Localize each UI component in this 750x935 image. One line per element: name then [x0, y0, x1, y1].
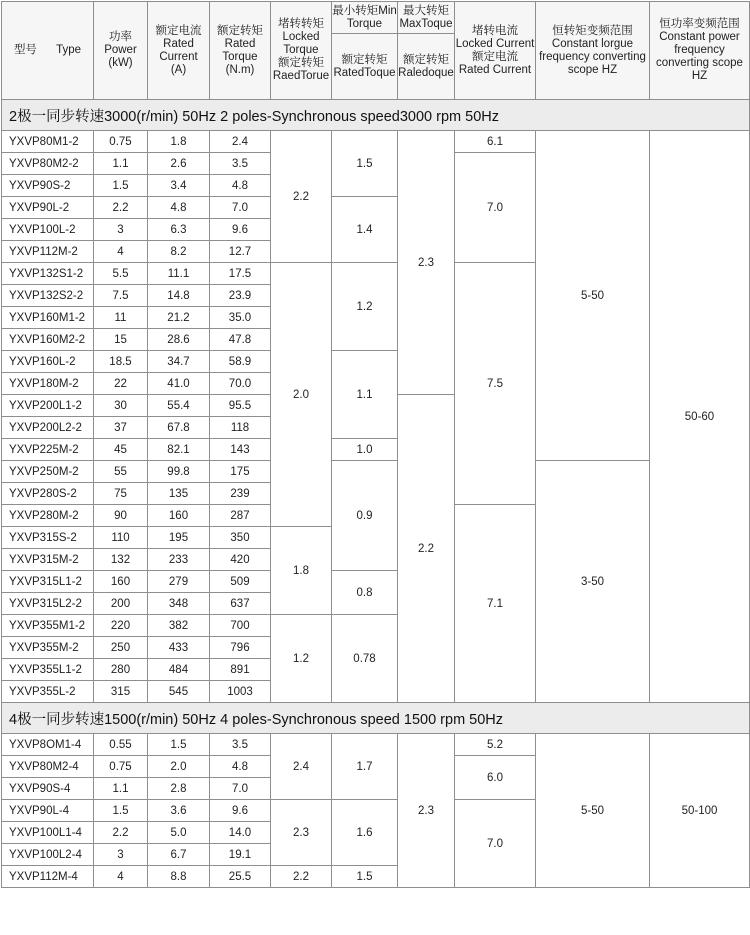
- header-min-torque: 最小转矩Min Torque: [332, 2, 398, 34]
- cell-power: 90: [94, 505, 148, 527]
- cell-locked-torque-ratio: 2.2: [271, 131, 332, 263]
- header-rated-torque: 额定转矩 Rated Torque (N.m): [210, 2, 271, 100]
- header-type-label: 型号 Type: [13, 44, 82, 56]
- section-row: [2, 100, 750, 131]
- cell-power: 3: [94, 844, 148, 866]
- cell-rated-torque: 58.9: [210, 351, 271, 373]
- table-header: [2, 2, 750, 100]
- cell-rated-torque: 95.5: [210, 395, 271, 417]
- cell-max-torque-ratio: 2.3: [398, 734, 455, 888]
- cell-constant-torque-scope: 3-50: [536, 461, 650, 703]
- cell-rated-torque: 4.8: [210, 756, 271, 778]
- cell-min-torque-ratio: 0.9: [332, 461, 398, 571]
- cell-min-torque-ratio: 1.5: [332, 866, 398, 888]
- cell-power: 1.1: [94, 153, 148, 175]
- cell-rated-torque: 3.5: [210, 153, 271, 175]
- cell-rated-torque: 175: [210, 461, 271, 483]
- table-body: [2, 100, 750, 888]
- cell-power: 2.2: [94, 197, 148, 219]
- cell-locked-current-ratio: 6.1: [455, 131, 536, 153]
- cell-constant-power-scope: 50-100: [650, 734, 750, 888]
- cell-locked-current-ratio: 7.5: [455, 263, 536, 505]
- cell-rated-current: 195: [148, 527, 210, 549]
- cell-rated-current: 3.6: [148, 800, 210, 822]
- cell-rated-current: 433: [148, 637, 210, 659]
- cell-locked-torque-ratio: 2.2: [271, 866, 332, 888]
- cell-type: YXVP355L-2: [2, 681, 94, 703]
- cell-rated-torque: 70.0: [210, 373, 271, 395]
- cell-rated-torque: 12.7: [210, 241, 271, 263]
- cell-rated-torque: 1003: [210, 681, 271, 703]
- cell-locked-torque-ratio: 1.8: [271, 527, 332, 615]
- cell-max-torque-ratio: 2.2: [398, 395, 455, 703]
- header-type: [2, 2, 94, 100]
- cell-power: 3: [94, 219, 148, 241]
- cell-type: YXVP132S2-2: [2, 285, 94, 307]
- table-row: [2, 461, 750, 483]
- cell-power: 132: [94, 549, 148, 571]
- cell-rated-torque: 9.6: [210, 219, 271, 241]
- cell-min-torque-ratio: 0.78: [332, 615, 398, 703]
- cell-rated-current: 348: [148, 593, 210, 615]
- cell-rated-torque: 7.0: [210, 778, 271, 800]
- cell-locked-current-ratio: 7.0: [455, 800, 536, 888]
- cell-rated-current: 233: [148, 549, 210, 571]
- cell-rated-current: 1.5: [148, 734, 210, 756]
- cell-type: YXVP8OM1-4: [2, 734, 94, 756]
- cell-power: 4: [94, 241, 148, 263]
- cell-power: 11: [94, 307, 148, 329]
- cell-power: 1.5: [94, 800, 148, 822]
- cell-type: YXVP112M-4: [2, 866, 94, 888]
- cell-rated-torque: 14.0: [210, 822, 271, 844]
- cell-rated-torque: 4.8: [210, 175, 271, 197]
- cell-rated-torque: 891: [210, 659, 271, 681]
- cell-power: 220: [94, 615, 148, 637]
- cell-power: 315: [94, 681, 148, 703]
- cell-locked-current-ratio: 7.0: [455, 153, 536, 263]
- cell-power: 30: [94, 395, 148, 417]
- cell-power: 75: [94, 483, 148, 505]
- header-rated-current: 额定电流 Rated Current (A): [148, 2, 210, 100]
- cell-power: 2.2: [94, 822, 148, 844]
- cell-rated-torque: 509: [210, 571, 271, 593]
- cell-type: YXVP90L-4: [2, 800, 94, 822]
- cell-type: YXVP315L1-2: [2, 571, 94, 593]
- cell-power: 55: [94, 461, 148, 483]
- cell-rated-current: 484: [148, 659, 210, 681]
- cell-constant-torque-scope: 5-50: [536, 734, 650, 888]
- cell-min-torque-ratio: 1.4: [332, 197, 398, 263]
- section-row: [2, 703, 750, 734]
- cell-rated-current: 34.7: [148, 351, 210, 373]
- cell-locked-torque-ratio: 2.3: [271, 800, 332, 866]
- cell-rated-torque: 796: [210, 637, 271, 659]
- cell-rated-torque: 17.5: [210, 263, 271, 285]
- cell-type: YXVP90S-2: [2, 175, 94, 197]
- cell-power: 7.5: [94, 285, 148, 307]
- cell-locked-torque-ratio: 1.2: [271, 615, 332, 703]
- cell-rated-torque: 350: [210, 527, 271, 549]
- cell-min-torque-ratio: 1.1: [332, 351, 398, 439]
- cell-rated-torque: 700: [210, 615, 271, 637]
- cell-type: YXVP100L2-4: [2, 844, 94, 866]
- cell-power: 45: [94, 439, 148, 461]
- cell-type: YXVP100L1-4: [2, 822, 94, 844]
- cell-rated-torque: 118: [210, 417, 271, 439]
- cell-rated-current: 2.8: [148, 778, 210, 800]
- cell-rated-current: 279: [148, 571, 210, 593]
- header-max-torque: 最大转矩 MaxToque: [398, 2, 455, 34]
- cell-locked-current-ratio: 5.2: [455, 734, 536, 756]
- cell-type: YXVP80M1-2: [2, 131, 94, 153]
- cell-min-torque-ratio: 1.7: [332, 734, 398, 800]
- header-max-torque-ratio: 额定转矩 Raledoque: [398, 34, 455, 100]
- cell-power: 0.75: [94, 756, 148, 778]
- header-min-torque-ratio: 额定转矩 RatedToque: [332, 34, 398, 100]
- cell-min-torque-ratio: 1.0: [332, 439, 398, 461]
- cell-rated-torque: 25.5: [210, 866, 271, 888]
- cell-rated-current: 8.2: [148, 241, 210, 263]
- cell-rated-current: 2.6: [148, 153, 210, 175]
- cell-power: 1.1: [94, 778, 148, 800]
- cell-rated-torque: 9.6: [210, 800, 271, 822]
- cell-power: 250: [94, 637, 148, 659]
- cell-power: 37: [94, 417, 148, 439]
- cell-rated-torque: 47.8: [210, 329, 271, 351]
- cell-power: 5.5: [94, 263, 148, 285]
- cell-type: YXVP160L-2: [2, 351, 94, 373]
- cell-type: YXVP280M-2: [2, 505, 94, 527]
- cell-min-torque-ratio: 1.6: [332, 800, 398, 866]
- cell-power: 280: [94, 659, 148, 681]
- cell-type: YXVP80M2-4: [2, 756, 94, 778]
- cell-type: YXVP200L1-2: [2, 395, 94, 417]
- header-locked-current-ratio: 堵转电流 Locked Current 额定电流 Rated Current: [455, 2, 536, 100]
- cell-rated-torque: 143: [210, 439, 271, 461]
- section-title: 2极一同步转速3000(r/min) 50Hz 2 poles-Synchronous speed3000 rpm 50Hz: [2, 100, 750, 131]
- cell-rated-current: 4.8: [148, 197, 210, 219]
- cell-type: YXVP280S-2: [2, 483, 94, 505]
- cell-type: YXVP355M-2: [2, 637, 94, 659]
- cell-power: 18.5: [94, 351, 148, 373]
- cell-rated-current: 14.8: [148, 285, 210, 307]
- cell-rated-torque: 239: [210, 483, 271, 505]
- cell-rated-current: 3.4: [148, 175, 210, 197]
- cell-rated-torque: 19.1: [210, 844, 271, 866]
- table-row: [2, 734, 750, 756]
- cell-rated-current: 55.4: [148, 395, 210, 417]
- cell-constant-torque-scope: 5-50: [536, 131, 650, 461]
- cell-type: YXVP315M-2: [2, 549, 94, 571]
- cell-rated-current: 99.8: [148, 461, 210, 483]
- cell-type: YXVP100L-2: [2, 219, 94, 241]
- cell-rated-current: 11.1: [148, 263, 210, 285]
- cell-type: YXVP180M-2: [2, 373, 94, 395]
- cell-type: YXVP160M2-2: [2, 329, 94, 351]
- cell-rated-current: 8.8: [148, 866, 210, 888]
- cell-locked-current-ratio: 7.1: [455, 505, 536, 703]
- table-row: [2, 131, 750, 153]
- header-constant-power-scope: 恒功率变频范围 Constant power frequency converting scope HZ: [650, 2, 750, 100]
- cell-rated-torque: 7.0: [210, 197, 271, 219]
- cell-min-torque-ratio: 1.2: [332, 263, 398, 351]
- cell-rated-current: 160: [148, 505, 210, 527]
- cell-type: YXVP355M1-2: [2, 615, 94, 637]
- motor-spec-table: [1, 1, 750, 888]
- cell-rated-torque: 287: [210, 505, 271, 527]
- cell-rated-torque: 637: [210, 593, 271, 615]
- cell-rated-torque: 23.9: [210, 285, 271, 307]
- cell-rated-current: 545: [148, 681, 210, 703]
- cell-type: YXVP355L1-2: [2, 659, 94, 681]
- cell-rated-current: 21.2: [148, 307, 210, 329]
- cell-max-torque-ratio: 2.3: [398, 131, 455, 395]
- header-locked-torque-ratio: 堵转转矩 Locked Torque 额定转矩 RaedTorue: [271, 2, 332, 100]
- cell-type: YXVP200L2-2: [2, 417, 94, 439]
- cell-rated-current: 41.0: [148, 373, 210, 395]
- cell-constant-power-scope: 50-60: [650, 131, 750, 703]
- cell-rated-torque: 35.0: [210, 307, 271, 329]
- cell-type: YXVP90L-2: [2, 197, 94, 219]
- cell-type: YXVP80M2-2: [2, 153, 94, 175]
- cell-power: 200: [94, 593, 148, 615]
- cell-power: 22: [94, 373, 148, 395]
- cell-locked-torque-ratio: 2.0: [271, 263, 332, 527]
- cell-rated-current: 6.3: [148, 219, 210, 241]
- cell-type: YXVP315L2-2: [2, 593, 94, 615]
- cell-power: 1.5: [94, 175, 148, 197]
- cell-locked-current-ratio: 6.0: [455, 756, 536, 800]
- cell-min-torque-ratio: 1.5: [332, 131, 398, 197]
- cell-rated-current: 1.8: [148, 131, 210, 153]
- cell-power: 110: [94, 527, 148, 549]
- cell-rated-current: 67.8: [148, 417, 210, 439]
- cell-rated-torque: 2.4: [210, 131, 271, 153]
- cell-power: 4: [94, 866, 148, 888]
- cell-rated-current: 28.6: [148, 329, 210, 351]
- cell-type: YXVP315S-2: [2, 527, 94, 549]
- cell-locked-torque-ratio: 2.4: [271, 734, 332, 800]
- cell-power: 0.75: [94, 131, 148, 153]
- cell-type: YXVP90S-4: [2, 778, 94, 800]
- section-title: 4极一同步转速1500(r/min) 50Hz 4 poles-Synchronous speed 1500 rpm 50Hz: [2, 703, 750, 734]
- cell-rated-current: 382: [148, 615, 210, 637]
- cell-rated-torque: 420: [210, 549, 271, 571]
- cell-rated-current: 135: [148, 483, 210, 505]
- cell-type: YXVP250M-2: [2, 461, 94, 483]
- cell-rated-current: 6.7: [148, 844, 210, 866]
- cell-rated-current: 5.0: [148, 822, 210, 844]
- cell-rated-current: 2.0: [148, 756, 210, 778]
- cell-power: 15: [94, 329, 148, 351]
- cell-rated-current: 82.1: [148, 439, 210, 461]
- cell-type: YXVP132S1-2: [2, 263, 94, 285]
- header-power: 功率 Power (kW): [94, 2, 148, 100]
- cell-type: YXVP112M-2: [2, 241, 94, 263]
- cell-type: YXVP225M-2: [2, 439, 94, 461]
- header-constant-torque-scope: 恒转矩变频范围 Constant lorgue frequency converting scope HZ: [536, 2, 650, 100]
- cell-rated-torque: 3.5: [210, 734, 271, 756]
- cell-power: 0.55: [94, 734, 148, 756]
- cell-power: 160: [94, 571, 148, 593]
- cell-type: YXVP160M1-2: [2, 307, 94, 329]
- cell-min-torque-ratio: 0.8: [332, 571, 398, 615]
